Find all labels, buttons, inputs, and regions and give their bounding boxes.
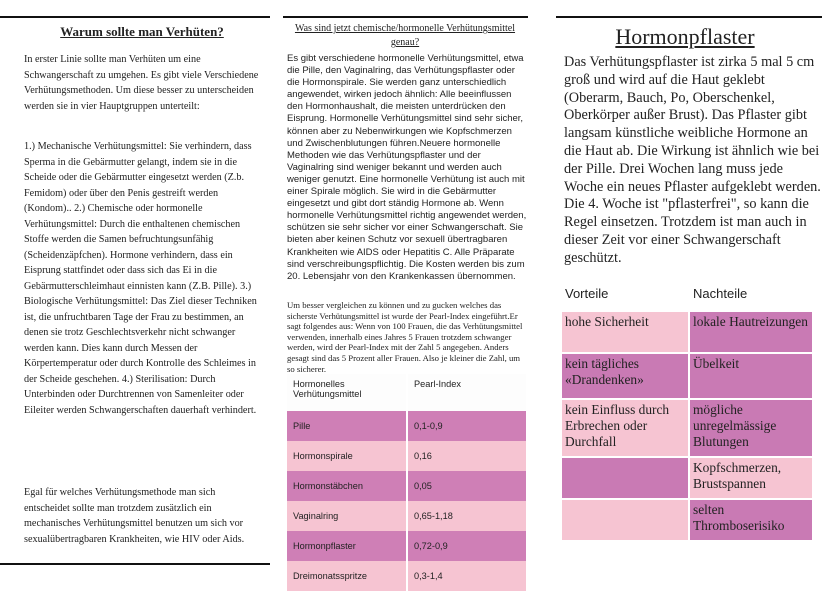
con-cell: Übelkeit <box>689 353 812 399</box>
pro-cell <box>562 457 689 499</box>
pro-cell <box>562 499 689 541</box>
table-row <box>287 531 526 561</box>
top-rule <box>0 16 270 18</box>
index-cell: 0,72-0,9 <box>407 531 526 561</box>
table-row <box>287 561 526 591</box>
method-cell: Hormonstäbchen <box>287 471 407 501</box>
middle-heading: Was sind jetzt chemische/hormonelle Verhütungsmittel genau? <box>294 23 516 48</box>
patch-description: Das Verhütungspflaster ist zirka 5 mal 5 cm groß und wird auf die Haut geklebt (Oberarm, Bauch, Po, Oberschenkel, Oberkörper außer Brust). Das Pflaster gibt langsam künstliche weibliche Hormone an die Haut ab. Die Wirkung ist ähnlich wie bei der Pille. Drei Wochen lang muss jede Woche ein neues Pflaster aufgeklebt werden. Die 4. Woche ist "pflasterfrei", so kann die Regel einsetzen. Trotzdem ist man auch in dieser Zeit vor einer Schwangerschaft geschützt. <box>564 54 821 266</box>
index-cell: 0,05 <box>407 471 526 501</box>
right-column <box>550 0 828 585</box>
table-row <box>562 353 812 399</box>
left-column <box>0 0 270 585</box>
table-row <box>562 499 812 541</box>
pros-header: Vorteile <box>562 284 689 311</box>
method-cell: Dreimonatsspritze <box>287 561 407 591</box>
column-header: Pearl-Index <box>407 374 526 411</box>
pro-cell: kein Einfluss durch Erbrechen oder Durchfall <box>562 399 689 457</box>
index-cell: 0,16 <box>407 441 526 471</box>
table-row <box>287 411 526 441</box>
method-cell: Vaginalring <box>287 501 407 531</box>
pearl-index-table <box>287 374 526 591</box>
conclusion-paragraph: Egal für welches Verhütungsmethode man sich entscheidet sollte man trotzdem zusätzlich ein mechanisches Verhütungsmittel benutzen um sich vor sexualübertragbaren Krankheiten, wie HIV oder Aids. <box>24 487 245 545</box>
pro-cell: hohe Sicherheit <box>562 311 689 353</box>
table-row <box>287 471 526 501</box>
top-rule <box>283 16 528 18</box>
con-cell: lokale Hautreizungen <box>689 311 812 353</box>
right-heading: Hormonpflaster <box>615 24 755 49</box>
table-row <box>562 399 812 457</box>
intro-paragraph: In erster Linie sollte man Verhüten um eine Schwangerschaft zu umgehen. Es gibt viele Verschiedene Verhütungsmethoden. Um diese besser zu unterscheiden werden sie in vier Hauptgruppen unterteilt: <box>24 54 259 112</box>
index-cell: 0,1-0,9 <box>407 411 526 441</box>
method-cell: Hormonpflaster <box>287 531 407 561</box>
pros-cons-table <box>562 284 812 542</box>
cons-header: Nachteile <box>689 284 812 311</box>
pro-cell: kein tägliches «Drandenken» <box>562 353 689 399</box>
con-cell: mögliche unregelmässige Blutungen <box>689 399 812 457</box>
hormonal-description: Es gibt verschiedene hormonelle Verhütungsmittel, etwa die Pille, den Vaginalring, das Verhütungspflaster oder die Hormonspirale. Sie werden ganz unterschiedlich angewendet, wirken jedoch ähnlich: Alle beeinflussen den Hormonhaushalt, die meisten unterdrücken den Eisprung. Hormonelle Verhütungsmittel sind sehr sicher, können aber zu Nebenwirkungen wie Kopfschmerzen und Zwischenblutungen führen.Neuere hormonelle Methoden wie das Verhütungspflaster und der Vaginalring sind weniger bekannt und werden auch weniger genutzt. Eine hormonelle Verhütung ist auch mit einer Spirale möglich. Sie wird in die Gebärmutter eingesetzt und gibt dort ständig Hormone ab. Wenn hormonelle Verhütungsmittel richtig angewendet werden, schützen sie sehr sicher vor einer Schwangerschaft. Sie bieten aber keinen Schutz vor sexuell übertragbaren Krankheiten wie AIDS oder Hepatitis C. Alle Präparate sind verschreibungspflichtig. Die Kosten werden bis zum 20. Lebensjahr von den Krankenkassen übernommen. <box>287 53 527 282</box>
con-cell: selten Thromboserisiko <box>689 499 812 541</box>
table-row <box>562 457 812 499</box>
index-cell: 0,65-1,18 <box>407 501 526 531</box>
table-row <box>287 501 526 531</box>
column-header: Hormonelles Verhütungsmittel <box>287 374 407 411</box>
index-cell: 0,3-1,4 <box>407 561 526 591</box>
table-row <box>287 441 526 471</box>
top-rule <box>556 16 822 18</box>
bottom-rule <box>0 563 270 565</box>
middle-column <box>275 0 535 585</box>
left-heading: Warum sollte man Verhüten? <box>60 24 224 39</box>
method-cell: Pille <box>287 411 407 441</box>
con-cell: Kopfschmerzen, Brustspannen <box>689 457 812 499</box>
method-cell: Hormonspirale <box>287 441 407 471</box>
table-row <box>562 311 812 353</box>
methods-paragraph: 1.) Mechanische Verhütungsmittel: Sie verhindern, dass Sperma in die Gebärmutter gelangt, indem sie in die Scheide oder die Gebärmutter eingesetzt werden (Z.b. Femidom) oder über den Penis gestreift werden (Kondom).. 2.) Chemische oder hormonelle Verhütungsmittel: Durch die enthaltenen chemischen Stoffe werden die Samen befruchtungsunfähig (Scheidenzäpfchen). Hormone verhindern, dass ein Eisprung stattfindet oder dass sich das Ei in die Gebärmutterschleimhaut einnisten kann (Z.B. Pille). 3.) Biologische Verhütungsmittel: Das Ziel dieser Techniken ist, die unfruchtbaren Tage der Frau zu bestimmen, an denen sie trotz Geschlechtsverkehr nicht schwanger werden kann. Dies kann durch Messen der Körpertemperatur oder durch Kontrolle des Schleimes in der Scheide geschehen. 4.) Sterilisation: Durch Unterbinden oder Durchtrennen von Samenleiter oder Eileiter werden Schwangerschaften dauerhaft verhindert. <box>24 141 257 416</box>
pearl-index-note: Um besser vergleichen zu können und zu gucken welches das sicherste Verhütungsmittel ist wurde der Pearl-Index eingeführt.Er sagt folgendes aus: Wenn von 100 Frauen, die das Verhütungsmittel verwenden, innerhalb eines Jahres 5 Frauen trotzdem schwanger werden, wird der Pearl-Index mit der Zahl 5 angegeben. Anders gesagt sind das 5 Prozent aller Frauen. Also je kleiner die Zahl, um so sicherer. <box>287 300 523 374</box>
